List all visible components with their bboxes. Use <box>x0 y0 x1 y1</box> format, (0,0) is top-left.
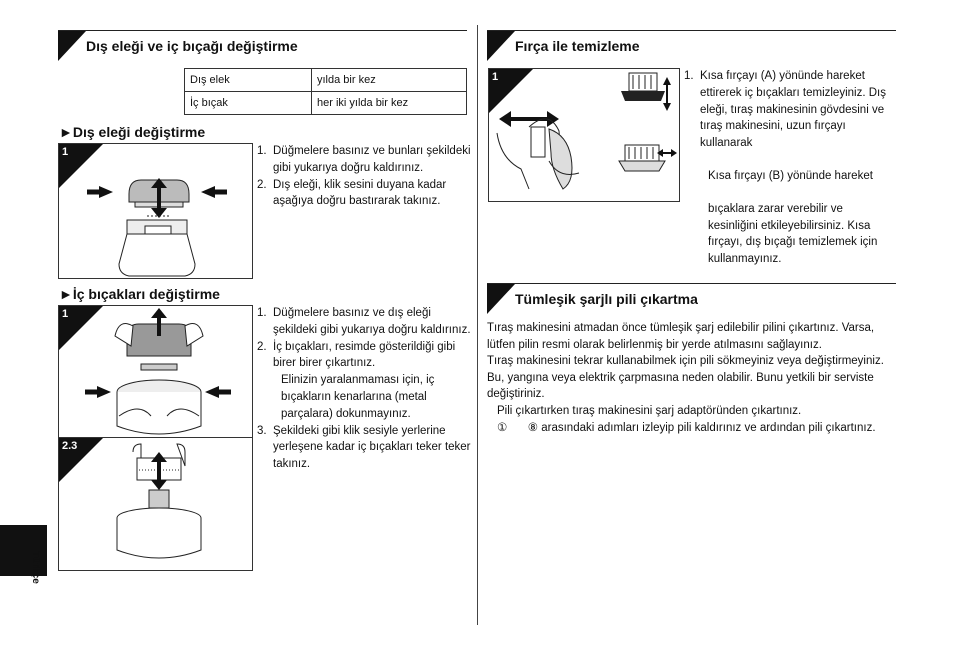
subheading-outer-foil: ►Dış eleği değiştirme <box>59 124 206 140</box>
section-marker <box>487 284 515 314</box>
figure-label: 2.3 <box>62 440 78 452</box>
replacement-table <box>184 68 467 115</box>
step-item: 1. Düğmelere basınız ve dış eleği şekildeki gibi yukarıya doğru kaldırınız. <box>257 307 471 336</box>
figure-inner-blade-1 <box>58 305 253 438</box>
inner-blade-install-illustration <box>59 438 252 570</box>
battery-indent-line: Pili çıkartırken tıraş makinesini şarj adaptöründen çıkartınız. <box>497 404 802 417</box>
battery-steps-text: arasındaki adımları izleyip pili kaldırınız ve ardından pili çıkartınız. <box>541 421 876 434</box>
figure-brush <box>488 68 680 202</box>
circled-number-start: ① <box>497 421 508 434</box>
section-marker <box>58 31 86 61</box>
figure-outer-foil <box>58 143 253 279</box>
brush-illustration <box>489 69 679 201</box>
figure-label: 1 <box>492 71 499 83</box>
step-item: 3. Şekildeki gibi klik sesiyle yerlerine yerleşene kadar iç bıçakları teker teker takınız. <box>257 424 471 471</box>
step-item: 2. Dış eleği, klik sesini duyana kadar aşağıya doğru bastırarak takınız. <box>257 178 447 208</box>
subheading-inner-blade: ►İç bıçakları değiştirme <box>59 286 220 302</box>
section-title: Tümleşik şarjlı pili çıkartma <box>515 291 698 307</box>
outer-foil-illustration <box>59 144 252 278</box>
step-note: Elinizin yaralanmaması için, iç bıçakların kenarlarına (metal parçalara) dokunmayınız. <box>281 374 435 420</box>
step-item: 1. Kısa fırçayı (A) yönünde hareket ettirerek iç bıçakları temizleyiniz. Dış eleği, tıraş makinesinin gövdesini ve tıraş makinesini, uzun fırçayı kullanarak <box>684 70 886 150</box>
figure-inner-blade-2 <box>58 437 253 571</box>
column-divider <box>477 25 478 625</box>
outer-foil-steps <box>257 143 472 210</box>
battery-paragraph: Tıraş makinesini tekrar kullanabilmek için pili sökmeyiniz veya değiştirmeyiniz. Bu, yangına veya elektrik çarpmasına neden olabilir. Bunu yetkili bir serviste değiştiriniz. <box>487 355 884 401</box>
battery-paragraph: Tıraş makinesini atmadan önce tümleşik şarj edilebilir pilini çıkartınız. Varsa, lütfen pilin resmi olarak belirlenmiş bir yerde atılmasını sağlayınız. <box>487 322 875 351</box>
section-header-brush <box>487 30 896 61</box>
table-cell: her iki yılda bir kez <box>312 92 467 115</box>
step-item: 1. Düğmelere basınız ve bunları şekildeki gibi yukarıya doğru kaldırınız. <box>257 145 471 174</box>
table-cell: yılda bir kez <box>312 69 467 92</box>
table-cell: İç bıçak <box>185 92 312 115</box>
section-header-battery <box>487 283 896 314</box>
figure-label: 1 <box>62 308 69 320</box>
inner-blade-steps <box>257 305 472 473</box>
battery-steps-line <box>487 420 897 437</box>
brush-note: Kısa fırçayı (B) yönünde hareket <box>708 169 873 182</box>
step-item: 2. İç bıçakları, resimde gösterildiği gibi birer birer çıkartınız. <box>257 340 456 370</box>
brush-warning: bıçaklara zarar verebilir ve kesinliğini etkileyebilirsiniz. Kısa fırçayı, dış bıçağı temizlemek için kullanmayınız. <box>708 202 878 266</box>
inner-blade-illustration <box>59 306 252 437</box>
section-header-foil-blade <box>58 30 467 61</box>
language-label: Türkçe <box>30 551 41 584</box>
table-row <box>185 69 467 92</box>
battery-body <box>487 320 897 436</box>
section-title: Dış eleği ve iç bıçağı değiştirme <box>86 38 298 54</box>
table-cell: Dış elek <box>185 69 312 92</box>
figure-label: 1 <box>62 146 69 158</box>
section-marker <box>487 31 515 61</box>
table-row <box>185 92 467 115</box>
section-title: Fırça ile temizleme <box>515 38 640 54</box>
circled-number-end: ⑧ <box>527 421 539 434</box>
brush-steps <box>684 68 894 268</box>
